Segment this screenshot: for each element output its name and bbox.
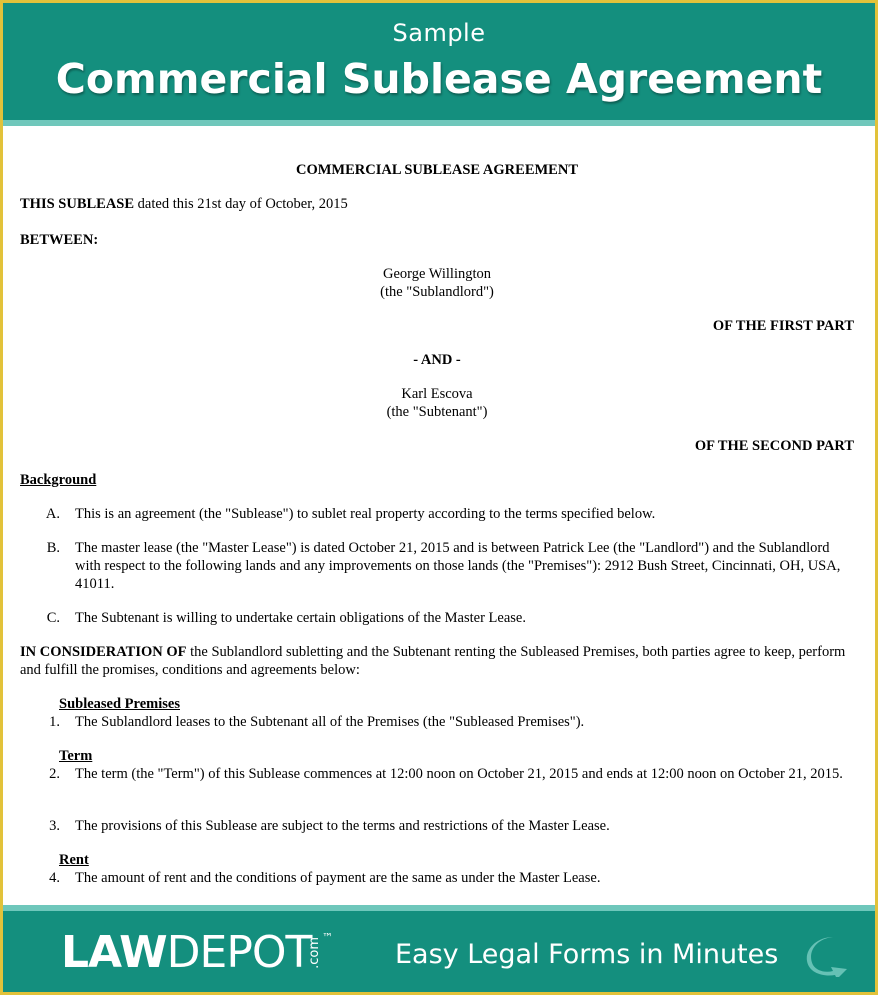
section-term-text: Term (59, 748, 93, 764)
section-subleased-premises (59, 695, 854, 713)
list-item-text: This is an agreement (the "Sublease") to sublet real property according to the terms specified below. (75, 506, 656, 522)
header-divider (3, 120, 875, 126)
section-rent-text: Rent (59, 852, 89, 868)
consideration-rest: the Sublandlord subletting and the Subtenant renting the Subleased Premises, both parties agree to keep, perform and fulfill the promises, conditions and agreements below: (20, 644, 846, 678)
first-part-label (20, 317, 854, 335)
list-item-label: B. (46, 540, 60, 556)
intro-bold: THIS SUBLEASE (20, 196, 135, 212)
section-subleased-premises-text: Subleased Premises (59, 696, 180, 712)
document-heading-text: COMMERCIAL SUBLEASE AGREEMENT (296, 162, 578, 178)
header-sample-label: Sample (392, 19, 486, 47)
consideration-bold: IN CONSIDERATION OF (20, 644, 187, 660)
logo-law: LAW (61, 927, 167, 978)
list-item-label: 2. (49, 766, 60, 782)
list-item-text: The amount of rent and the conditions of payment are the same as under the Master Lease. (75, 870, 601, 886)
intro-line (20, 195, 854, 213)
footer-banner (3, 911, 875, 992)
party1-role: (the "Sublandlord") (380, 284, 494, 300)
list-item-text: The Subtenant is willing to undertake certain obligations of the Master Lease. (75, 610, 526, 626)
consideration-paragraph (20, 643, 854, 679)
list-item-text: The provisions of this Sublease are subject to the terms and restrictions of the Master Lease. (75, 818, 610, 834)
second-part-label (20, 437, 854, 455)
header-title: Commercial Sublease Agreement (55, 55, 823, 103)
lawdepot-logo[interactable] (61, 929, 311, 977)
between-text: BETWEEN: (20, 232, 99, 248)
list-item-text: The Sublandlord leases to the Subtenant all of the Premises (the "Subleased Premises"). (75, 714, 585, 730)
logo-depot: DEPOT (166, 927, 312, 978)
list-item-label: 3. (49, 818, 60, 834)
list-item-label: 1. (49, 714, 60, 730)
background-heading (20, 471, 854, 489)
section-term (59, 747, 854, 765)
list-item-label: 4. (49, 870, 60, 886)
between-label (20, 231, 854, 249)
list-item-text: The master lease (the "Master Lease") is dated October 21, 2015 and is between Patrick Lee (the "Landlord") and the Sublandlord with respect to the following lands and any improvements on those lands (the "Premises"): 2912 Bush Street, Cincinnati, OH, USA, 41011. (75, 540, 841, 592)
list-item-label: A. (45, 506, 60, 522)
list-item-label: C. (46, 610, 60, 626)
page-frame (3, 3, 875, 992)
footer-tagline: Easy Legal Forms in Minutes (395, 939, 779, 970)
and-text: - AND - (413, 352, 461, 368)
header-banner (3, 3, 875, 120)
first-part-text: OF THE FIRST PART (712, 318, 854, 334)
second-part-text: OF THE SECOND PART (694, 438, 854, 454)
party2-role: (the "Subtenant") (386, 404, 488, 420)
party2-name: Karl Escova (401, 386, 473, 402)
list-item-text: The term (the "Term") of this Sublease commences at 12:00 noon on October 21, 2015 and ends at 12:00 noon on October 21, 2015. (75, 766, 843, 782)
background-heading-text: Background (20, 472, 97, 488)
party1-name: George Willington (382, 266, 492, 282)
intro-rest: dated this 21st day of October, 2015 (134, 196, 348, 212)
logo-dotcom: .com (307, 937, 322, 969)
curved-arrow-icon (803, 933, 853, 981)
and-label (20, 351, 854, 369)
section-rent (59, 851, 854, 869)
document-heading (20, 161, 854, 179)
logo-trademark: ™ (322, 931, 333, 944)
